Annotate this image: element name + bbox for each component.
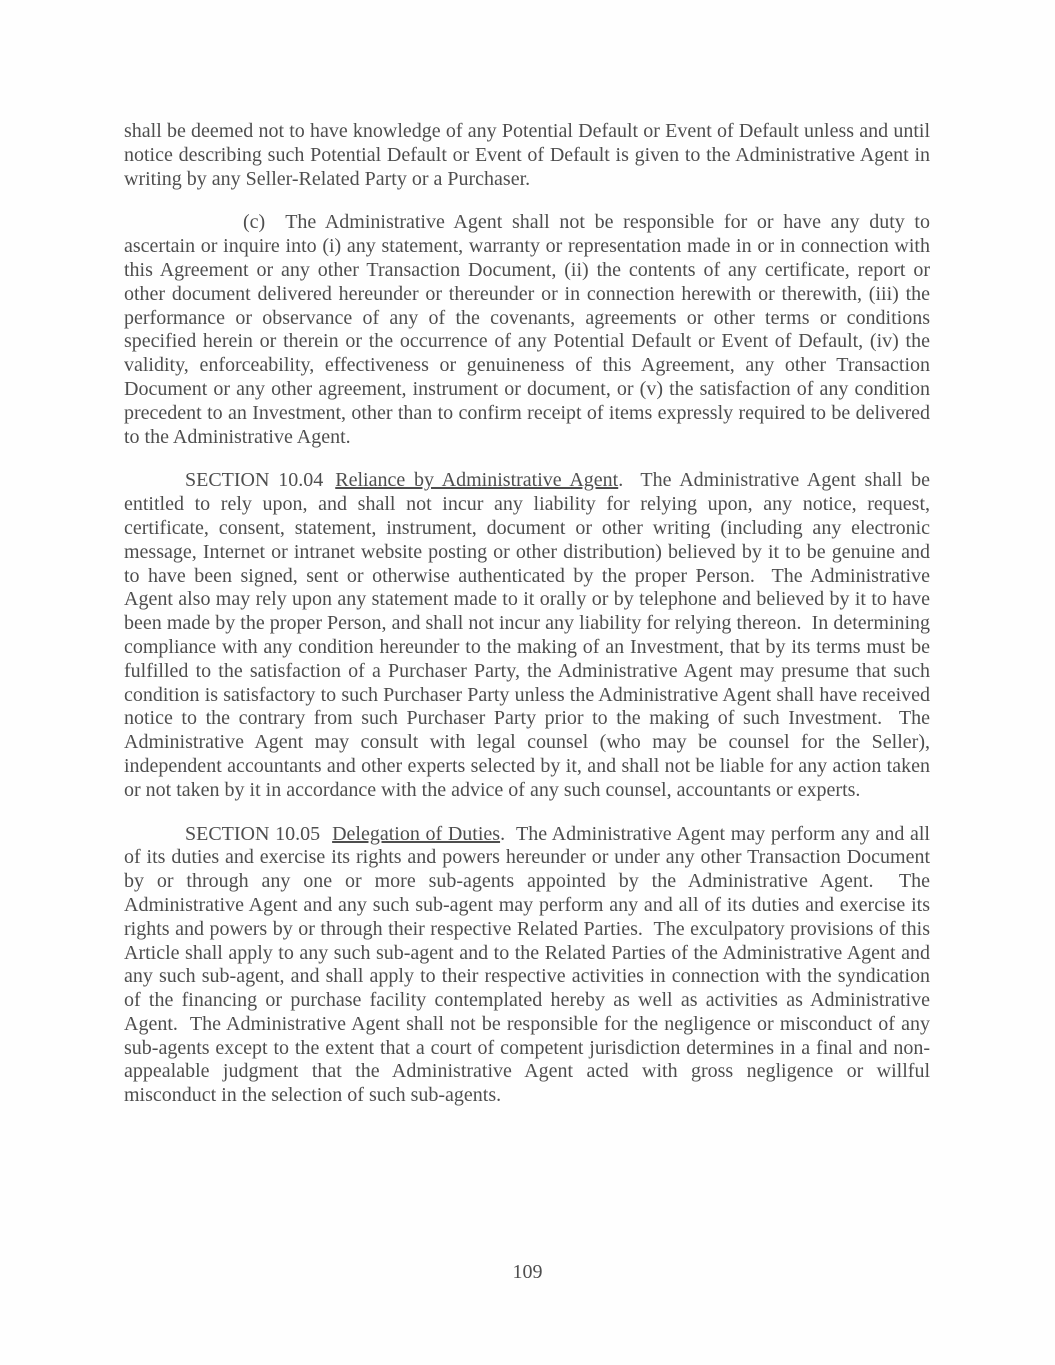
section-10-04-paragraph [124,469,930,802]
section-10-04-label: SECTION 10.04 [185,469,324,492]
section-10-05-heading: Delegation of Duties [332,822,501,845]
section-10-05-label: SECTION 10.05 [185,822,321,845]
clause-c-label: (c) [243,211,266,234]
section-10-04-body: . The Administrative Agent shall be entitled to rely upon, and shall not incur any liability for relying upon, any notice, request, certificate, consent, statement, instrument, document or other writing (including any electronic message, Internet or intranet website posting or other distribution) believed by it to be genuine and to have been signed, sent or otherwise authenticated by the proper Person. The Administrative Agent also may rely upon any statement made to it orally or by telephone and believed by it to have been made by the proper Person, and shall not incur any liability for relying thereon. In determining compliance with any condition hereunder to the making of an Investment, that by its terms must be fulfilled to the satisfaction of a Purchaser Party, the Administrative Agent may presume that such condition is satisfactory to such Purchaser Party unless the Administrative Agent shall have received notice to the contrary from such Purchaser Party prior to the making of such Investment. The Administrative Agent may consult with legal counsel (who may be counsel for the Seller), independent accountants and other experts selected by it, and shall not be liable for any action taken or not taken by it in accordance with the advice of any such counsel, accountants or experts. [124,469,930,801]
section-10-05-body: . The Administrative Agent may perform any and all of its duties and exercise its rights and powers hereunder or under any other Transaction Document by or through any one or more sub-agents appointed by the Administrative Agent. The Administrative Agent and any such sub-agent may perform any and all of its duties and exercise its rights and powers by or through their respective Related Parties. The exculpatory provisions of this Article shall apply to any such sub-agent and to the Related Parties of the Administrative Agent and any such sub-agent, and shall apply to their respective activities in connection with the syndication of the financing or purchase facility contemplated hereby as well as activities as Administrative Agent. The Administrative Agent shall not be responsible for the negligence or misconduct of any sub-agents except to the extent that a court of competent jurisdiction determines in a final and non-appealable judgment that the Administrative Agent acted with gross negligence or willful misconduct in the selection of such sub-agents. [124,822,930,1107]
section-10-04-heading: Reliance by Administrative Agent [335,469,619,492]
paragraph-continuation: shall be deemed not to have knowledge of any Potential Default or Event of Default unless and until notice describing such Potential Default or Event of Default is given to the Administrative Agent in writing by any Seller-Related Party or a Purchaser. [124,120,930,190]
clause-c-text: The Administrative Agent shall not be responsible for or have any duty to ascertain or inquire into (i) any statement, warranty or representation made in or in connection with this Agreement or any other Transaction Document, (ii) the contents of any certificate, report or other document delivered hereunder or thereunder or in connection herewith or therewith, (iii) the performance or observance of any of the covenants, agreements or other terms or conditions specified herein or therein or the occurrence of any Potential Default or Event of Default, (iv) the validity, enforceability, effectiveness or genuineness of this Agreement, any other Transaction Document or any other agreement, instrument or document, or (v) the satisfaction of any condition precedent to an Investment, other than to confirm receipt of items expressly required to be delivered to the Administrative Agent. [124,211,930,448]
section-10-05-paragraph [124,823,930,1109]
paragraph-clause-c [124,211,930,449]
page-number: 109 [512,1261,543,1283]
